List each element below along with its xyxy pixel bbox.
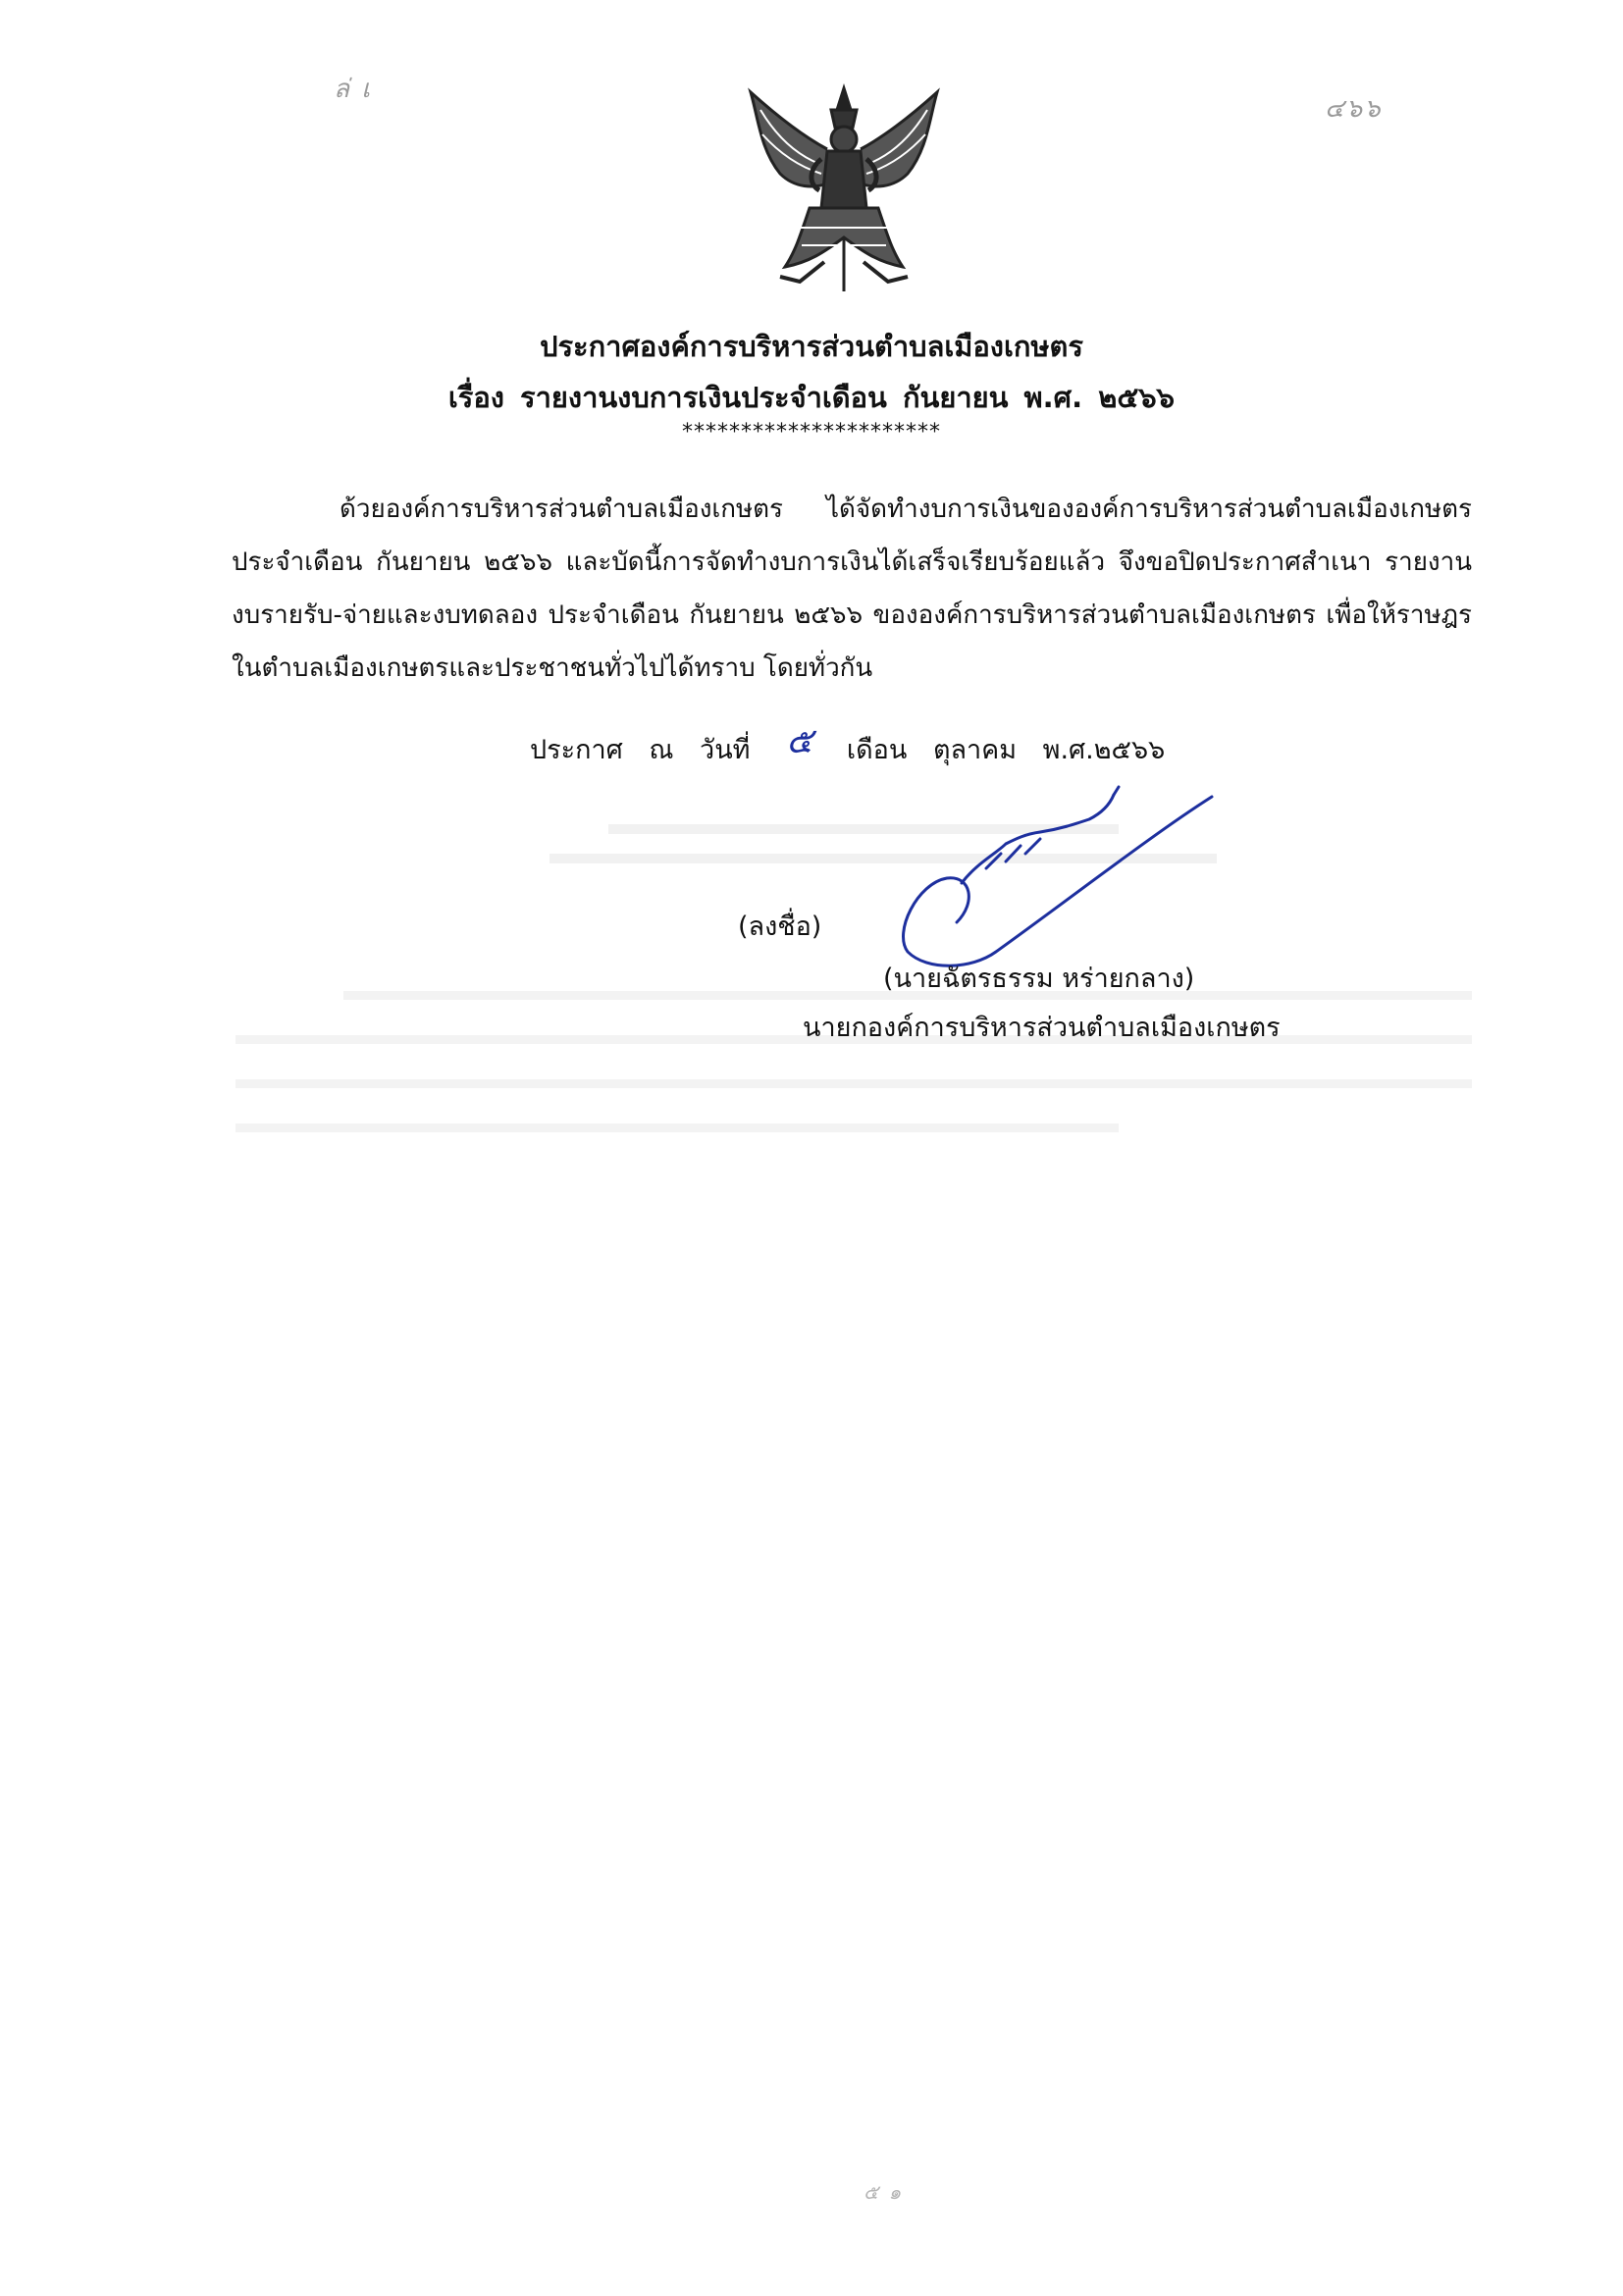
emblem-crown xyxy=(837,88,851,110)
month-value: ตุลาคม xyxy=(932,735,1018,765)
handwritten-signature xyxy=(878,785,1231,981)
announcement-title: ประกาศองค์การบริหารส่วนตำบลเมืองเกษตร xyxy=(540,330,1083,363)
margin-note-bottom: ๕ ๑ xyxy=(864,2180,904,2204)
year-value: พ.ศ.๒๕๖๖ xyxy=(1042,735,1166,765)
body-paragraph: ด้วยองค์การบริหารส่วนตำบลเมืองเกษตร ได้จัดทำงบการเงินขององค์การบริหารส่วนตำบลเมืองเกษตร ประจำเดือน กันยายน ๒๕๖๖ และบัดนี้การจัดทำงบการเงินได้เสร็จเรียบร้อยแล้ว จึงขอปิดประกาศสำเนา รายงานงบรายรับ-จ่ายและงบทดลอง ประจำเดือน กันยายน ๒๕๖๖ ขององค์การบริหารส่วนตำบลเมืองเกษตร เพื่อให้ราษฎรในตำบลเมืองเกษตรและประชาชนทั่วไปได้ทราบ โดยทั่วกัน xyxy=(232,495,1472,683)
announce-at: ณ xyxy=(649,735,674,765)
margin-note-top-right: ๔๖๖ xyxy=(1325,94,1383,124)
signer-position: นายกองค์การบริหารส่วนตำบลเมืองเกษตร xyxy=(803,1013,1281,1043)
day-label: วันที่ xyxy=(700,735,751,765)
margin-note-top-left: ล่ เ xyxy=(334,75,373,104)
title-divider: ********************** xyxy=(682,420,941,444)
month-label: เดือน xyxy=(846,735,908,765)
signer-name: (นายฉัตรธรรม หร่ายกลาง) xyxy=(883,964,1195,994)
announcement-subject: เรื่อง รายงานงบการเงินประจำเดือน กันยายน พ.ศ. ๒๕๖๖ xyxy=(447,381,1176,414)
garuda-emblem-icon xyxy=(741,80,947,296)
signed-label: (ลงชื่อ) xyxy=(738,912,822,942)
announcement-date-line xyxy=(530,718,1182,774)
handwritten-day: ๕ xyxy=(786,721,813,761)
announce-prefix: ประกาศ xyxy=(530,735,623,765)
